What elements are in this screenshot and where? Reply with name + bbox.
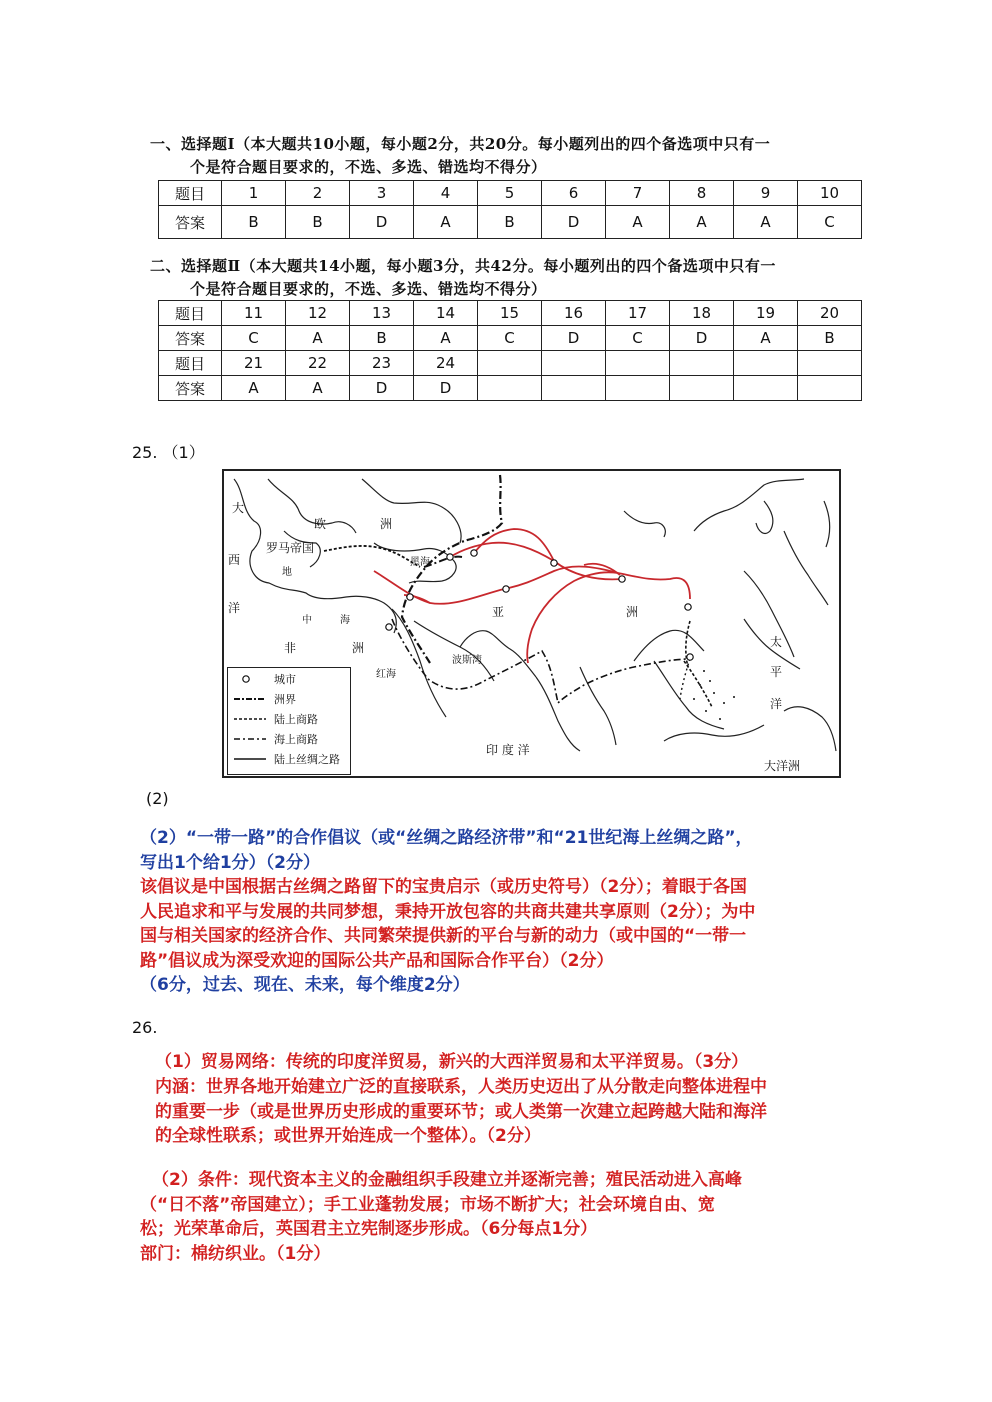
legend-sea-route: 海上商路 xyxy=(232,730,318,748)
question-number xyxy=(670,351,734,376)
answer-cell: D xyxy=(414,376,478,401)
question-number: 9 xyxy=(734,181,798,206)
table-row xyxy=(159,301,862,326)
table-row xyxy=(159,376,862,401)
q25-answer xyxy=(140,826,900,998)
section2-title-line1: 二、选择题Ⅱ（本大题共14小题，每小题3分，共42分。每小题列出的四个备选项中只有一 xyxy=(150,257,776,275)
answer-cell: D xyxy=(542,206,606,239)
legend-city: 城市 xyxy=(232,670,296,688)
answer-cell: A xyxy=(670,206,734,239)
section1-answer-table xyxy=(158,180,862,239)
answer-line: 的全球性联系；或世界开始连成一个整体）。（2分） xyxy=(155,1126,541,1146)
answer-cell: B xyxy=(478,206,542,239)
dashed-line-icon xyxy=(232,714,268,724)
table-row xyxy=(159,181,862,206)
q25-label: 25. （1） xyxy=(132,443,205,462)
question-number xyxy=(606,351,670,376)
label-asia-1: 亚 xyxy=(492,605,505,619)
label-oceania: 大洋洲 xyxy=(764,759,801,773)
dash-dot-thin-line-icon xyxy=(232,734,268,744)
row-label: 答案 xyxy=(159,376,222,401)
question-number xyxy=(734,351,798,376)
label-persian-gulf: 波斯湾 xyxy=(452,655,482,666)
question-number: 18 xyxy=(670,301,734,326)
question-number: 15 xyxy=(478,301,542,326)
question-number: 8 xyxy=(670,181,734,206)
label-red-sea: 红海 xyxy=(376,669,396,680)
question-number: 10 xyxy=(798,181,862,206)
answer-line: 路”倡议成为深受欢迎的国际公共产品和国际合作平台）（2分） xyxy=(140,950,614,971)
question-number: 12 xyxy=(286,301,350,326)
label-black-sea: 黑海 xyxy=(410,557,430,568)
question-number xyxy=(798,351,862,376)
answer-line: （6分，过去、现在、未来，每个维度2分） xyxy=(140,975,470,995)
answer-cell: D xyxy=(350,206,414,239)
answer-cell xyxy=(798,376,862,401)
solid-line-icon xyxy=(232,754,268,764)
label-med-3: 海 xyxy=(340,615,350,626)
answer-line: （“日不落”帝国建立）；手工业蓬勃发展；市场不断扩大；社会环境自由、宽 xyxy=(140,1194,715,1215)
row-label: 题目 xyxy=(159,181,222,206)
answer-line: 人民追求和平与发展的共同梦想，秉持开放包容的共商共建共享原则（2分）；为中 xyxy=(140,901,756,922)
table-row xyxy=(159,206,862,239)
answer-line: 部门：棉纺织业。（1分） xyxy=(140,1243,331,1264)
section2-title-line2: 个是符合题目要求的，不选、多选、错选均不得分） xyxy=(190,280,547,298)
answer-cell: B xyxy=(798,326,862,351)
answer-cell: C xyxy=(222,326,286,351)
question-number: 17 xyxy=(606,301,670,326)
answer-cell: A xyxy=(606,206,670,239)
question-number: 7 xyxy=(606,181,670,206)
answer-line: 国与相关国家的经济合作、共同繁荣提供新的平台与新的动力（或中国的“一带一 xyxy=(140,926,747,946)
answer-cell xyxy=(734,376,798,401)
map-legend xyxy=(227,667,351,775)
question-number: 20 xyxy=(798,301,862,326)
question-number xyxy=(478,351,542,376)
label-africa-1: 非 xyxy=(284,641,297,655)
question-number: 24 xyxy=(414,351,478,376)
label-europe-2: 洲 xyxy=(380,517,393,531)
question-number: 19 xyxy=(734,301,798,326)
answer-cell xyxy=(542,376,606,401)
question-number: 13 xyxy=(350,301,414,326)
answer-cell: B xyxy=(222,206,286,239)
row-label: 题目 xyxy=(159,351,222,376)
city-marker-icon xyxy=(232,674,268,684)
question-number xyxy=(542,351,606,376)
label-atlantic-3: 洋 xyxy=(228,601,241,615)
answer-cell: B xyxy=(286,206,350,239)
question-number: 2 xyxy=(286,181,350,206)
answer-line: （1）贸易网络：传统的印度洋贸易，新兴的大西洋贸易和太平洋贸易。（3分） xyxy=(155,1052,749,1072)
answer-cell: A xyxy=(734,206,798,239)
answer-cell: C xyxy=(606,326,670,351)
q26-answer-part1 xyxy=(155,1050,895,1075)
question-number: 16 xyxy=(542,301,606,326)
legend-silk-road: 陆上丝绸之路 xyxy=(232,750,340,768)
answer-cell xyxy=(670,376,734,401)
q25-sub2-label: (2) xyxy=(146,789,169,808)
q26-answer-part2 xyxy=(140,1168,900,1266)
answer-line: 该倡议是中国根据古丝绸之路留下的宝贵启示（或历史符号）（2分）；着眼于各国 xyxy=(140,877,747,897)
answer-line: （2）条件：现代资本主义的金融组织手段建立并逐渐完善；殖民活动进入高峰 xyxy=(152,1170,742,1190)
label-europe-1: 欧 xyxy=(314,517,327,531)
question-number: 3 xyxy=(350,181,414,206)
label-indian-ocean: 印 度 洋 xyxy=(486,743,530,757)
table-row xyxy=(159,351,862,376)
q26-answer-part1-cont xyxy=(155,1075,895,1149)
answer-cell: A xyxy=(286,326,350,351)
question-number: 6 xyxy=(542,181,606,206)
answer-line: 松；光荣革命后，英国君主立宪制逐步形成。（6分每点1分） xyxy=(140,1219,598,1239)
legend-continent-boundary: 洲界 xyxy=(232,690,296,708)
question-number: 21 xyxy=(222,351,286,376)
label-pacific-2: 平 xyxy=(770,665,783,679)
label-pacific-1: 太 xyxy=(770,635,783,649)
dash-dot-line-icon xyxy=(232,694,268,704)
section2-answer-table xyxy=(158,300,862,401)
answer-cell: A xyxy=(222,376,286,401)
question-number: 14 xyxy=(414,301,478,326)
answer-cell: D xyxy=(542,326,606,351)
label-atlantic-1: 大 xyxy=(232,501,245,515)
question-number: 23 xyxy=(350,351,414,376)
section1-title-line2: 个是符合题目要求的，不选、多选、错选均不得分） xyxy=(190,158,547,176)
answer-cell: A xyxy=(286,376,350,401)
label-med-2: 中 xyxy=(302,615,312,626)
answer-cell: A xyxy=(734,326,798,351)
answer-cell: B xyxy=(350,326,414,351)
answer-cell: A xyxy=(414,326,478,351)
label-pacific-3: 洋 xyxy=(770,697,783,711)
row-label: 答案 xyxy=(159,326,222,351)
answer-cell: C xyxy=(798,206,862,239)
answer-cell: D xyxy=(350,376,414,401)
question-number: 11 xyxy=(222,301,286,326)
label-rome: 罗马帝国 xyxy=(266,541,315,555)
answer-cell xyxy=(478,376,542,401)
row-label: 题目 xyxy=(159,301,222,326)
row-label: 答案 xyxy=(159,206,222,239)
answer-cell xyxy=(606,376,670,401)
label-asia-2: 洲 xyxy=(626,605,639,619)
question-number: 22 xyxy=(286,351,350,376)
answer-cell: C xyxy=(478,326,542,351)
answer-line: （2）“一带一路”的合作倡议（或“丝绸之路经济带”和“21世纪海上丝绸之路”， xyxy=(140,828,753,848)
table-row xyxy=(159,326,862,351)
answer-line: 的重要一步（或是世界历史形成的重要环节；或人类第一次建立起跨越大陆和海洋 xyxy=(155,1101,767,1122)
label-atlantic-2: 西 xyxy=(228,553,241,567)
question-number: 5 xyxy=(478,181,542,206)
answer-line: 写出1个给1分）（2分） xyxy=(140,852,320,873)
label-africa-2: 洲 xyxy=(352,641,365,655)
question-number: 1 xyxy=(222,181,286,206)
question-number: 4 xyxy=(414,181,478,206)
silk-road-map xyxy=(222,469,841,778)
label-med-1: 地 xyxy=(282,567,292,578)
answer-line: 内涵：世界各地开始建立广泛的直接联系，人类历史迈出了从分散走向整体进程中 xyxy=(155,1077,767,1097)
answer-cell: D xyxy=(670,326,734,351)
q26-label: 26. xyxy=(132,1018,158,1037)
legend-land-route: 陆上商路 xyxy=(232,710,318,728)
answer-cell: A xyxy=(414,206,478,239)
section1-title-line1: 一、选择题Ⅰ（本大题共10小题，每小题2分，共20分。每小题列出的四个备选项中只有一 xyxy=(150,135,771,153)
